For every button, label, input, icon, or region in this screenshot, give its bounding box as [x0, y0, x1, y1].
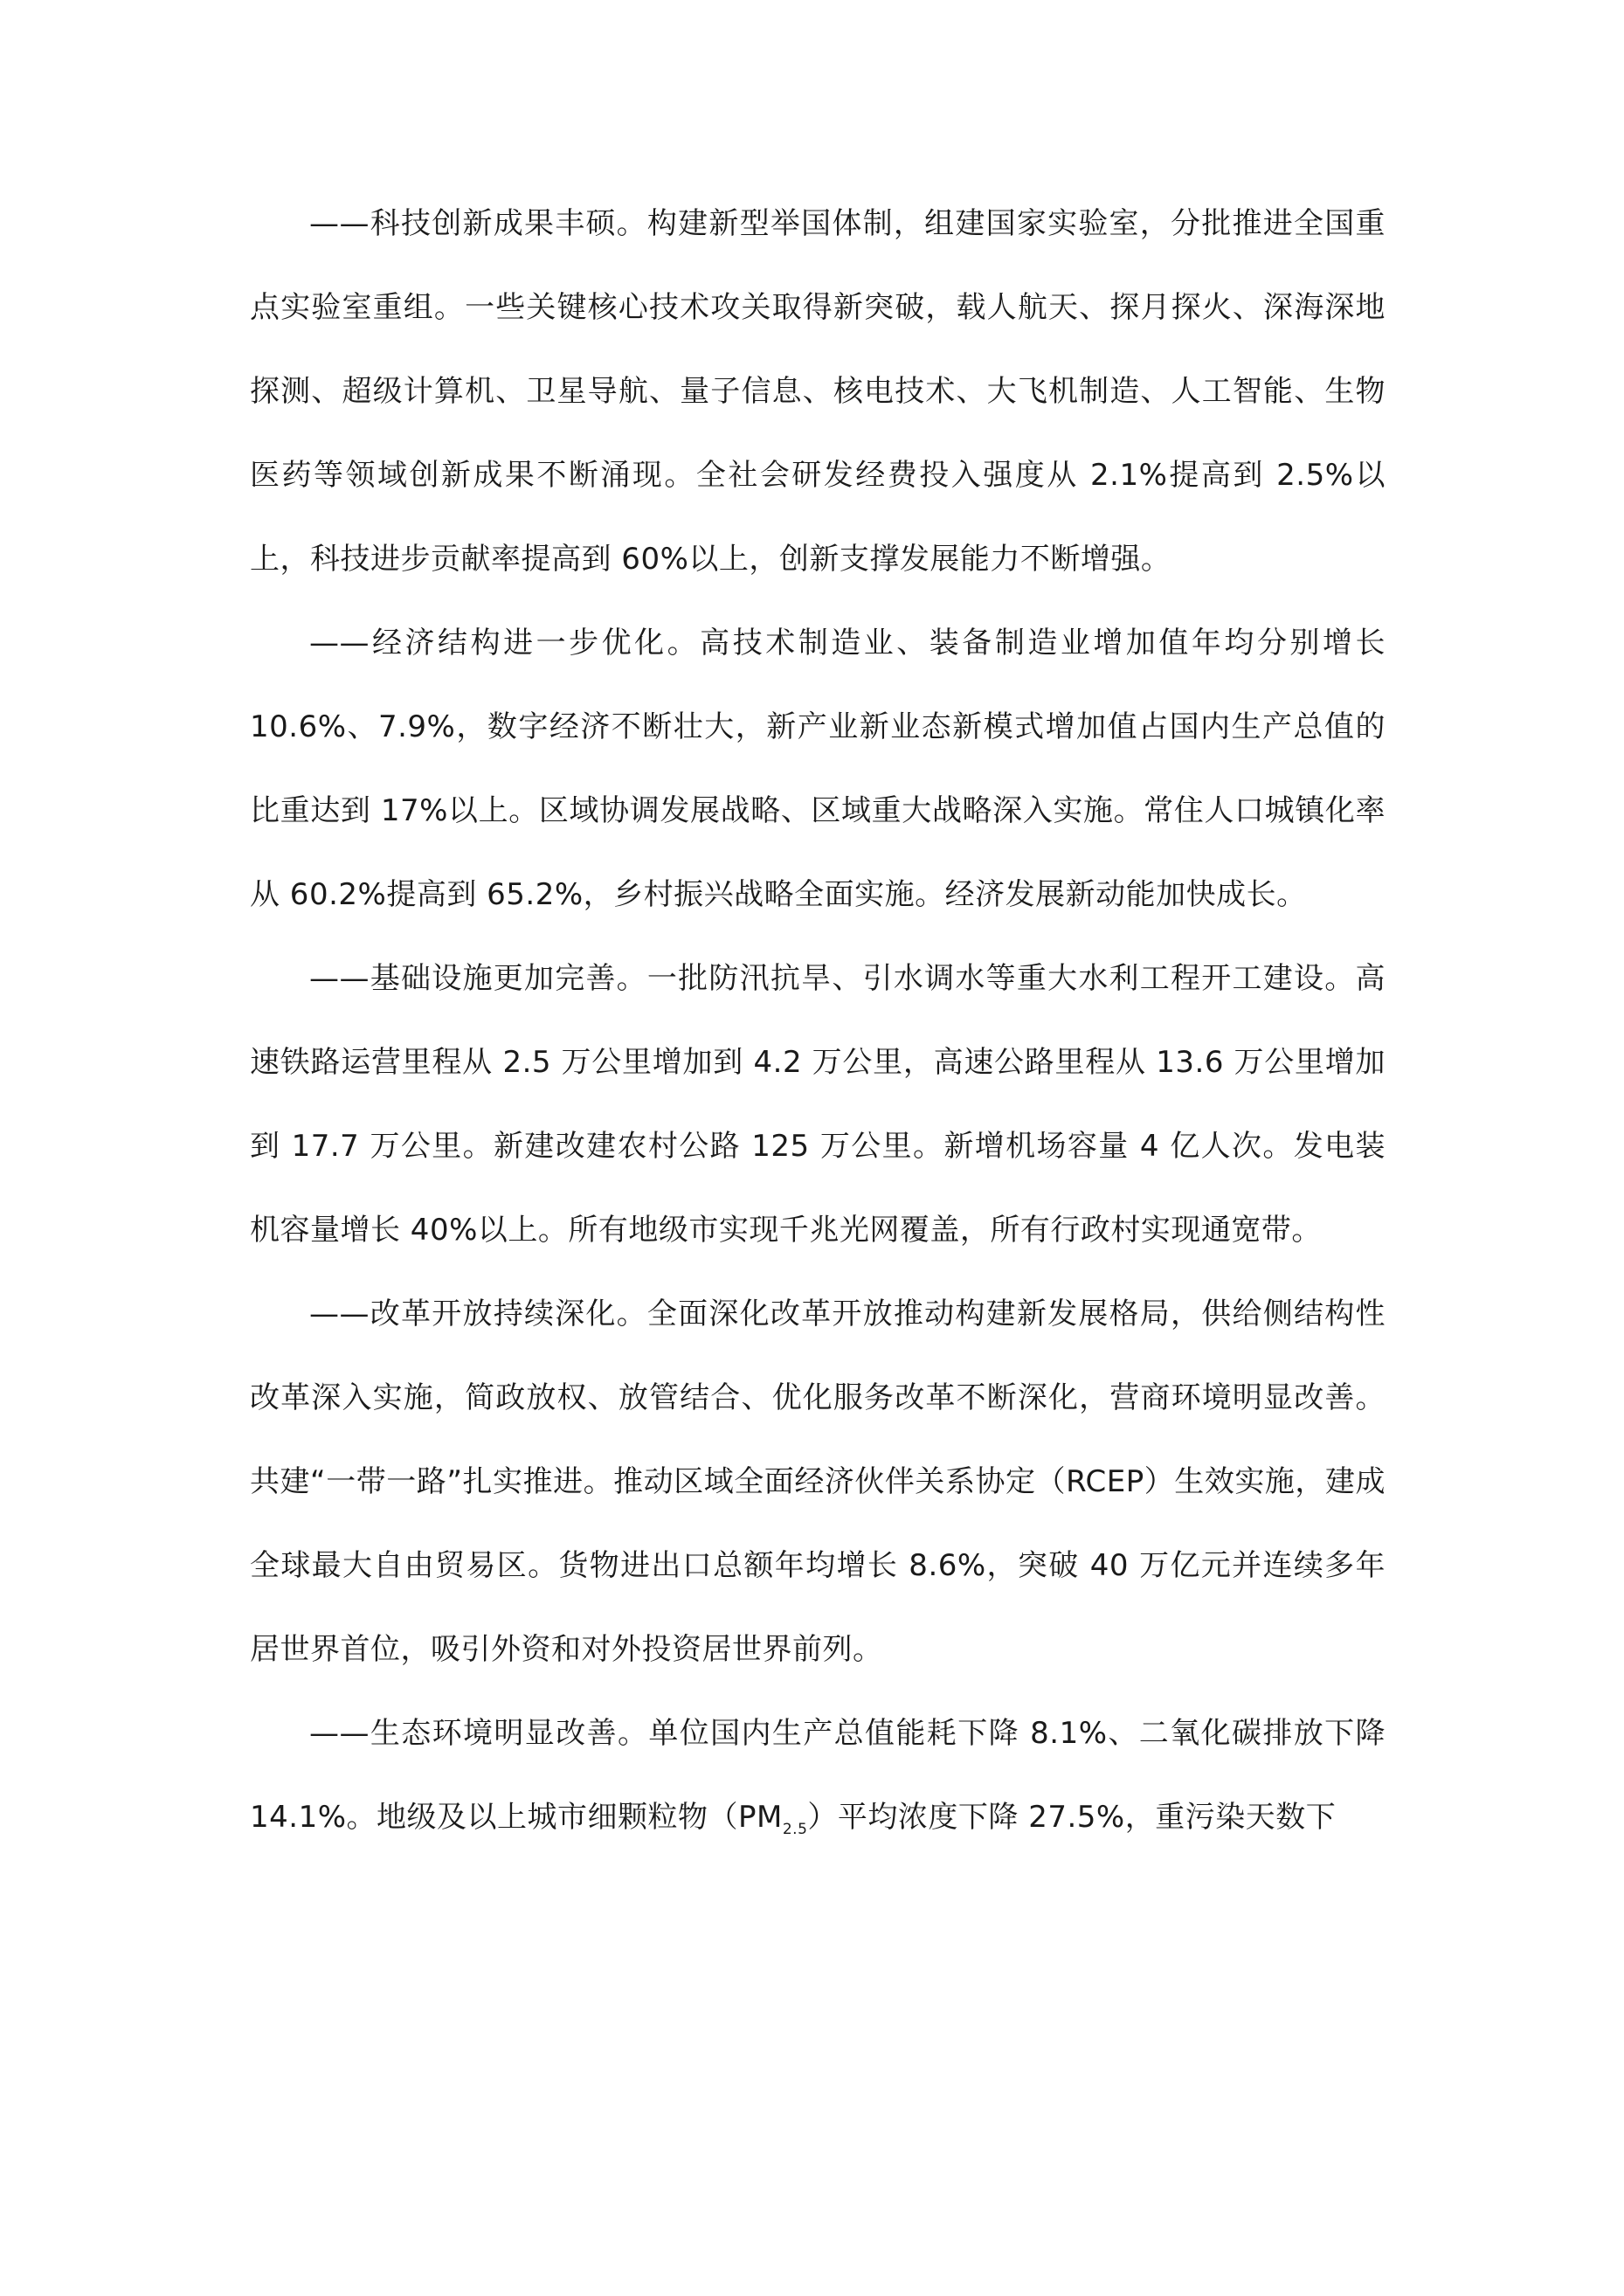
ecology-text-end: ）平均浓度下降 27.5%，重污染天数下: [807, 1800, 1337, 1835]
pm-subscript: 2.5: [782, 1821, 808, 1838]
ecology-text-start: ——生态环境明显改善。单位国内生产总值能耗下降 8.1%、二氧化碳排放下降 14.1%。地级及以上城市细颗粒物（PM: [250, 1716, 1386, 1835]
paragraph-infrastructure: ——基础设施更加完善。一批防汛抗旱、引水调水等重大水利工程开工建设。高速铁路运营里程从 2.5 万公里增加到 4.2 万公里，高速公路里程从 13.6 万公里增加到 17.7 万公里。新建改建农村公路 125 万公里。新增机场容量 4 亿人次。发电装机容量增长 40%以上。所有地级市实现千兆光网覆盖，所有行政村实现通宽带。: [250, 961, 1386, 1248]
paragraph-reform-opening: ——改革开放持续深化。全面深化改革开放推动构建新发展格局，供给侧结构性改革深入实施，简政放权、放管结合、优化服务改革不断深化，营商环境明显改善。共建“一带一路”扎实推进。推动区域全面经济伙伴关系协定（RCEP）生效实施，建成全球最大自由贸易区。货物进出口总额年均增长 8.6%，突破 40 万亿元并连续多年居世界首位，吸引外资和对外投资居世界前列。: [250, 1297, 1386, 1667]
document-body: [250, 182, 1386, 1859]
paragraph-tech-innovation: ——科技创新成果丰硕。构建新型举国体制，组建国家实验室，分批推进全国重点实验室重组。一些关键核心技术攻关取得新突破，载人航天、探月探火、深海深地探测、超级计算机、卫星导航、量子信息、核电技术、大飞机制造、人工智能、生物医药等领域创新成果不断涌现。全社会研发经费投入强度从 2.1%提高到 2.5%以上，科技进步贡献率提高到 60%以上，创新支撑发展能力不断增强。: [250, 206, 1386, 577]
paragraph-ecology: [250, 1691, 1386, 1859]
paragraph-economic-structure: ——经济结构进一步优化。高技术制造业、装备制造业增加值年均分别增长10.6%、7.9%，数字经济不断壮大，新产业新业态新模式增加值占国内生产总值的比重达到 17%以上。区域协调发展战略、区域重大战略深入实施。常住人口城镇化率从 60.2%提高到 65.2%，乡村振兴战略全面实施。经济发展新动能加快成长。: [250, 626, 1386, 912]
